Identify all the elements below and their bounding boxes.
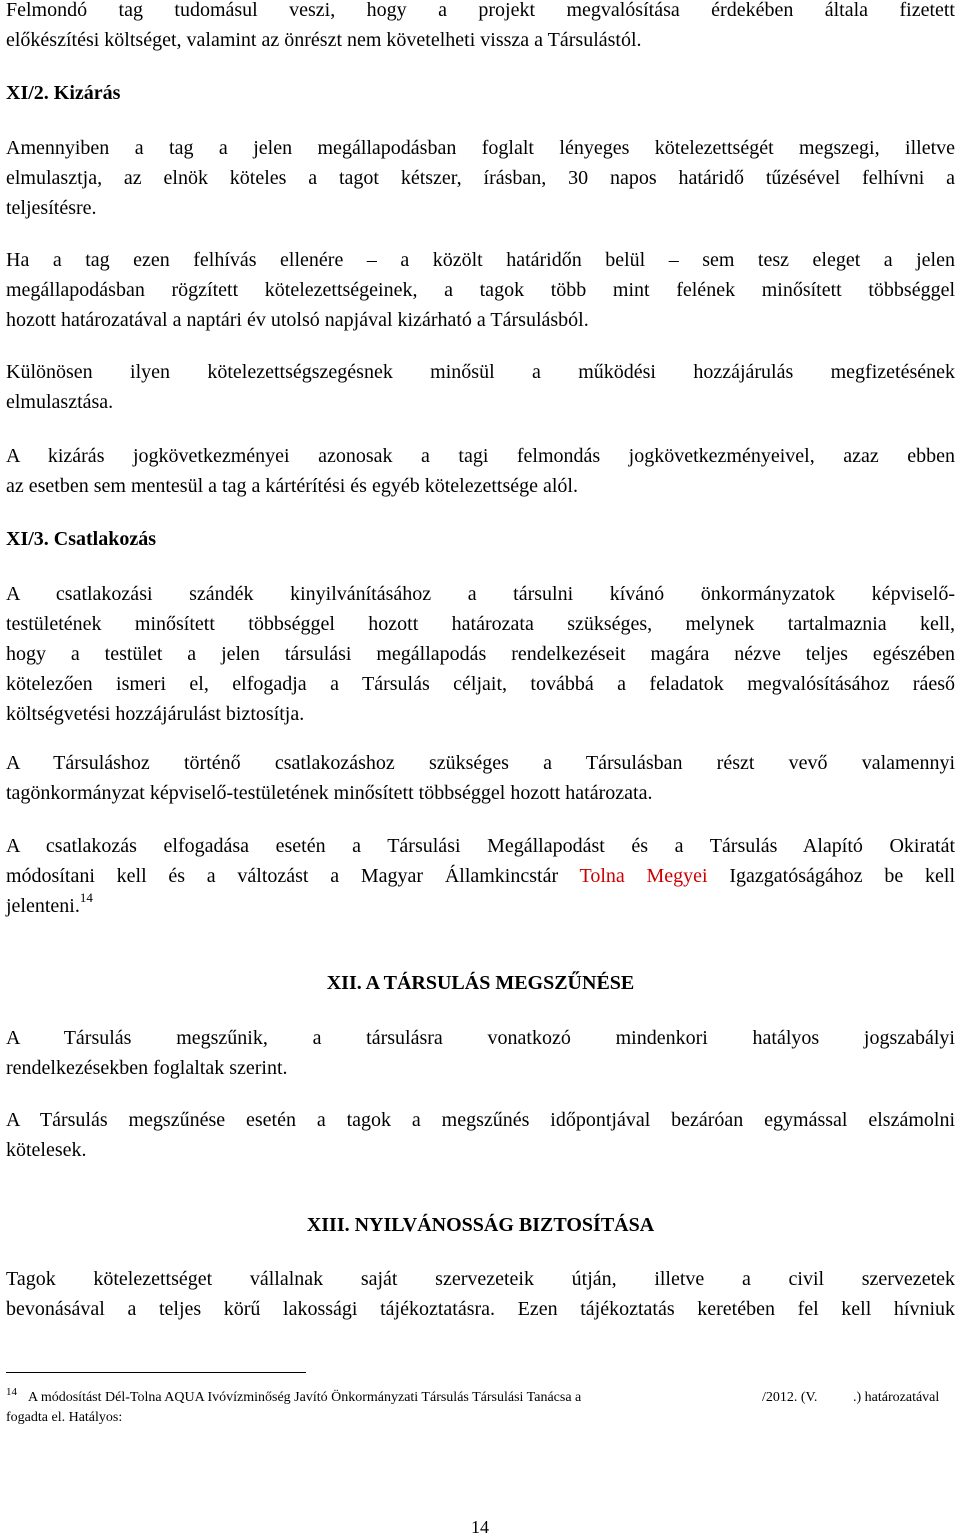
footnote-reference[interactable]: 14 [79, 890, 93, 906]
text-line: A kizárás jogkövetkezményei azonosak a tagi felmondás jogkövetkezményeivel, azaz ebben [6, 445, 955, 467]
paragraph-xii-settlement [6, 1105, 955, 1165]
text-line [6, 891, 955, 921]
text-line: hozott határozatával a naptári év utolsó napjával kizárható a Társulásból. [6, 309, 589, 331]
text-line: költségvetési hozzájárulást biztosítja. [6, 703, 305, 725]
chapter-heading-xii: XII. A TÁRSULÁS MEGSZŰNÉSE [326, 972, 635, 994]
text-line: kötelezően ismeri el, elfogadja a Társulás céljait, továbbá a feladatok megvalósításához ráeső [6, 673, 955, 695]
paragraph-xi2-breach [6, 133, 955, 223]
text-line: elmulasztja, az elnök köteles a tagot kétszer, írásban, 30 napos határidő tűzésével felhívni a [6, 167, 955, 189]
text-line: A csatlakozási szándék kinyilvánításához a társulni kívánó önkormányzatok képviselő- [6, 583, 955, 605]
text-line: A Társulás megszűnése esetén a tagok a megszűnés időpontjával bezáróan egymással elszámolni [6, 1109, 955, 1131]
footnote-line: fogadta el. Hatályos: [6, 1410, 123, 1425]
highlighted-text: Tolna Megyei [579, 865, 708, 887]
footnote-number: 14 [6, 1386, 17, 1398]
section-heading-xi3: XI/3. Csatlakozás [6, 528, 157, 550]
footnote [6, 1388, 955, 1428]
text-line: előkészítési költséget, valamint az önrészt nem követelheti vissza a Társulástól. [6, 29, 642, 51]
text-segment: jelenteni. [6, 895, 80, 917]
text-line: tagönkormányzat képviselő-testületének minősített többséggel hozott határozata. [6, 782, 653, 804]
footnote-separator [6, 1372, 306, 1373]
paragraph-xi3-intent [6, 579, 955, 729]
text-line: Felmondó tag tudomásul veszi, hogy a projekt megvalósítása érdekében általa fizetett [6, 0, 955, 21]
text-line: megállapodásban rögzített kötelezettségeinek, a tagok több mint felének minősített többséggel [6, 279, 955, 301]
text-line: Amennyiben a tag a jelen megállapodásban foglalt lényeges kötelezettségét megszegi, illetve [6, 137, 955, 159]
text-line [6, 861, 955, 891]
paragraph-withdrawal-costs [6, 0, 955, 55]
paragraph-xi3-approval [6, 748, 955, 808]
text-line: testületének minősített többséggel hozott határozata szükséges, melynek tartalmaznia kell, [6, 613, 955, 635]
page-number: 14 [471, 1517, 489, 1537]
text-line: kötelesek. [6, 1139, 87, 1161]
paragraph-xi2-contribution [6, 357, 955, 417]
text-line: A csatlakozás elfogadása esetén a Társulási Megállapodást és a Társulás Alapító Okiratát [6, 835, 955, 857]
chapter-heading-xiii: XIII. NYILVÁNOSSÁG BIZTOSÍTÁSA [306, 1214, 655, 1236]
text-line: Ha a tag ezen felhívás ellenére – a közölt határidőn belül – sem tesz eleget a jelen [6, 249, 955, 271]
text-segment: Igazgatóságához be kell [707, 865, 956, 887]
paragraph-xi2-exclusion [6, 245, 955, 335]
text-line: Különösen ilyen kötelezettségszegésnek minősül a működési hozzájárulás megfizetésének [6, 361, 955, 383]
text-segment: módosítani kell és a változást a Magyar Államkincstár [6, 865, 580, 887]
footnote-line [6, 1388, 955, 1408]
text-line: A Társuláshoz történő csatlakozáshoz szükséges a Társulásban részt vevő valamennyi [6, 752, 955, 774]
text-line: az esetben sem mentesül a tag a kártérítési és egyéb kötelezettsége alól. [6, 475, 578, 497]
footnote-text: /2012. (V. [762, 1390, 818, 1405]
footnote-text: .) határozatával [853, 1390, 940, 1405]
text-line: A Társulás megszűnik, a társulásra vonatkozó mindenkori hatályos jogszabályi [6, 1027, 955, 1049]
paragraph-xi3-amendment [6, 831, 955, 921]
text-line: teljesítésre. [6, 197, 97, 219]
text-line: bevonásával a teljes körű lakossági tájékoztatásra. Ezen tájékoztatás keretében fel kell hívniuk [6, 1298, 955, 1320]
text-line: Tagok kötelezettséget vállalnak saját szervezeteik útján, illetve a civil szervezetek [6, 1268, 955, 1290]
footnote-text: A módosítást Dél-Tolna AQUA Ivóvízminőség Javító Önkormányzati Társulás Társulási Tanácsa a [28, 1390, 582, 1405]
paragraph-xiii-publicity [6, 1264, 955, 1324]
paragraph-xi2-consequences [6, 441, 955, 501]
paragraph-xii-termination [6, 1023, 955, 1083]
text-line: elmulasztása. [6, 391, 114, 413]
text-line: rendelkezésekben foglaltak szerint. [6, 1057, 288, 1079]
section-heading-xi2: XI/2. Kizárás [6, 82, 121, 104]
text-line: hogy a testület a jelen társulási megállapodás rendelkezéseit magára nézve teljes egészében [6, 643, 955, 665]
